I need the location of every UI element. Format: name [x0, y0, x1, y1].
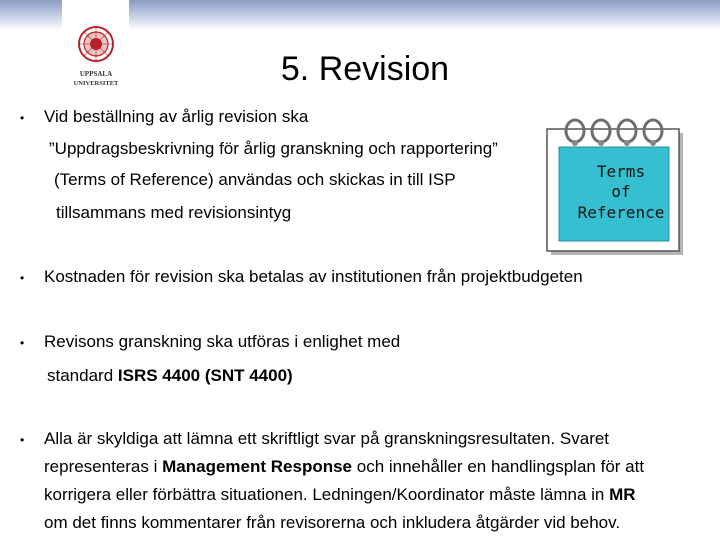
bullet-4-line-4: om det finns kommentarer från revisorerna och inkludera åtgärder vid behov. [44, 513, 621, 532]
bullet-4-line-2-a: representeras i [44, 457, 163, 476]
graphic-text-reference: Reference [577, 203, 665, 222]
bullet-marker: • [20, 433, 25, 447]
bullet-2-line-1: Kostnaden för revision ska betalas av institutionen från projektbudgeten [44, 267, 583, 286]
mr-term: MR [609, 485, 636, 504]
university-logo [63, 2, 129, 98]
graphic-text-terms: Terms [596, 162, 646, 181]
bullet-1-line-3: (Terms of Reference) användas och skickas in till ISP [54, 170, 456, 189]
bullet-4-line-3-a: korrigera eller förbättra situationen. Ledningen/Koordinator måste lämna in [44, 485, 610, 504]
logo-text-line-2: UNIVERSITET [73, 80, 119, 87]
bullet-4-line-2 [44, 457, 644, 477]
terms-of-reference-graphic [545, 115, 687, 257]
bullet-marker: • [20, 336, 25, 350]
bullet-1-line-4: tillsammans med revisionsintyg [56, 203, 292, 222]
bullet-4-line-3 [44, 485, 636, 505]
bullet-4-line-1: Alla är skyldiga att lämna ett skriftligt svar på granskningsresultaten. Svaret [44, 429, 610, 448]
bullet-3-line-1: Revisons granskning ska utföras i enlighet med [44, 332, 401, 351]
uppsala-seal-icon [63, 2, 129, 98]
management-response-term: Management Response [162, 457, 353, 476]
bullet-marker: • [20, 271, 25, 285]
page-title: 5. Revision [280, 50, 450, 88]
bullet-1-line-2: ”Uppdragsbeskrivning för årlig granskning och rapportering” [49, 139, 498, 158]
graphic-text-of: of [611, 182, 631, 201]
logo-text-line-1: UPPSALA [79, 70, 113, 78]
bullet-marker: • [20, 111, 25, 125]
standard-reference: ISRS 4400 (SNT 4400) [117, 366, 293, 385]
bullet-3-line-2-prefix: standard [47, 366, 118, 385]
bullet-4-line-2-c: och innehåller en handlingsplan för att [352, 457, 645, 476]
bullet-3-line-2 [47, 366, 293, 386]
bullet-1-line-1: Vid beställning av årlig revision ska [44, 107, 309, 126]
